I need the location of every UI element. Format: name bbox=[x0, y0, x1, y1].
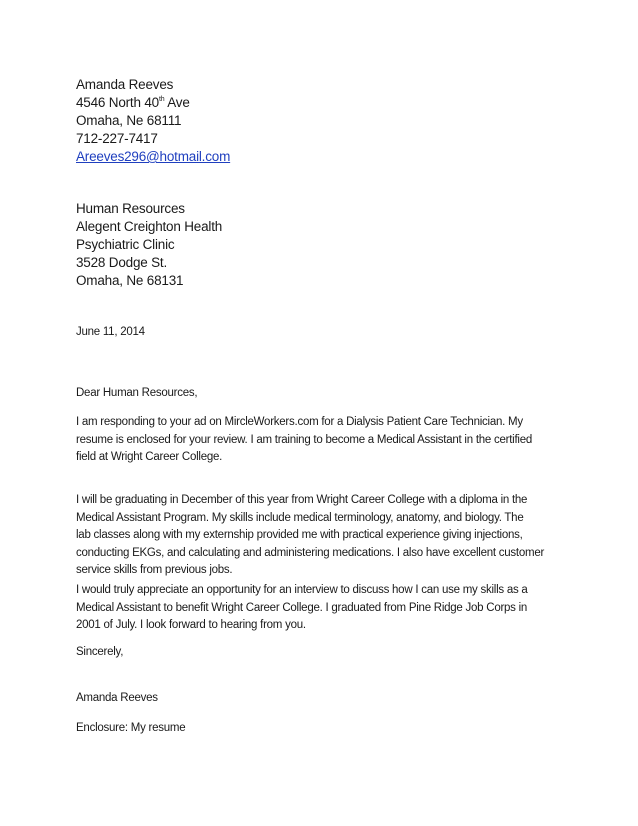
paragraph-line: I will be graduating in December of this year from Wright Career College with a diploma in the bbox=[76, 494, 528, 506]
sender-phone: 712-227-7417 bbox=[76, 131, 158, 146]
sender-street-ordinal: th bbox=[158, 96, 165, 103]
sender-street-number: 4546 North 40 bbox=[76, 95, 159, 110]
sender-name: Amanda Reeves bbox=[76, 77, 174, 92]
paragraph-line: resume is enclosed for your review. I am training to become a Medical Assistant in the certified bbox=[76, 433, 533, 446]
paragraph-line: field at Wright Career College. bbox=[76, 451, 223, 463]
letter-date: June 11, 2014 bbox=[76, 326, 145, 338]
recipient-line-2: Alegent Creighton Health bbox=[76, 219, 223, 234]
salutation: Dear Human Resources, bbox=[76, 387, 198, 399]
body-paragraph-1 bbox=[76, 414, 576, 467]
sender-street-suffix: Ave bbox=[164, 95, 190, 110]
paragraph-line: 2001 of July. I look forward to hearing from you. bbox=[76, 619, 306, 631]
sender-address-block bbox=[76, 76, 576, 166]
paragraph-line: I would truly appreciate an opportunity for an interview to discuss how I can use my skills as a bbox=[76, 584, 528, 596]
enclosure-note: Enclosure: My resume bbox=[76, 722, 186, 734]
sender-street bbox=[76, 94, 576, 112]
recipient-line-5: Omaha, Ne 68131 bbox=[76, 273, 184, 288]
paragraph-line: Medical Assistant to benefit Wright Career College. I graduated from Pine Ridge Job Corps in bbox=[76, 601, 528, 614]
paragraph-line: service skills from previous jobs. bbox=[76, 564, 233, 576]
recipient-address-block bbox=[76, 200, 576, 290]
recipient-line-3: Psychiatric Clinic bbox=[76, 237, 175, 252]
paragraph-line: I am responding to your ad on MircleWorkers.com for a Dialysis Patient Care Technician. My bbox=[76, 416, 523, 428]
closing: Sincerely, bbox=[76, 646, 124, 658]
paragraph-line: Medical Assistant Program. My skills include medical terminology, anatomy, and biology. The bbox=[76, 511, 524, 524]
sender-email-link[interactable]: Areeves296@hotmail.com bbox=[76, 149, 231, 164]
signature-name: Amanda Reeves bbox=[76, 692, 158, 704]
paragraph-line: lab classes along with my externship provided me with practical experience giving injections, bbox=[76, 529, 523, 541]
sender-city: Omaha, Ne 68111 bbox=[76, 113, 182, 128]
recipient-line-4: 3528 Dodge St. bbox=[76, 255, 168, 270]
body-paragraph-3 bbox=[76, 582, 576, 635]
paragraph-line: conducting EKGs, and calculating and administering medications. I also have excellent customer bbox=[76, 546, 545, 559]
recipient-line-1: Human Resources bbox=[76, 201, 185, 216]
body-paragraph-2 bbox=[76, 492, 576, 580]
